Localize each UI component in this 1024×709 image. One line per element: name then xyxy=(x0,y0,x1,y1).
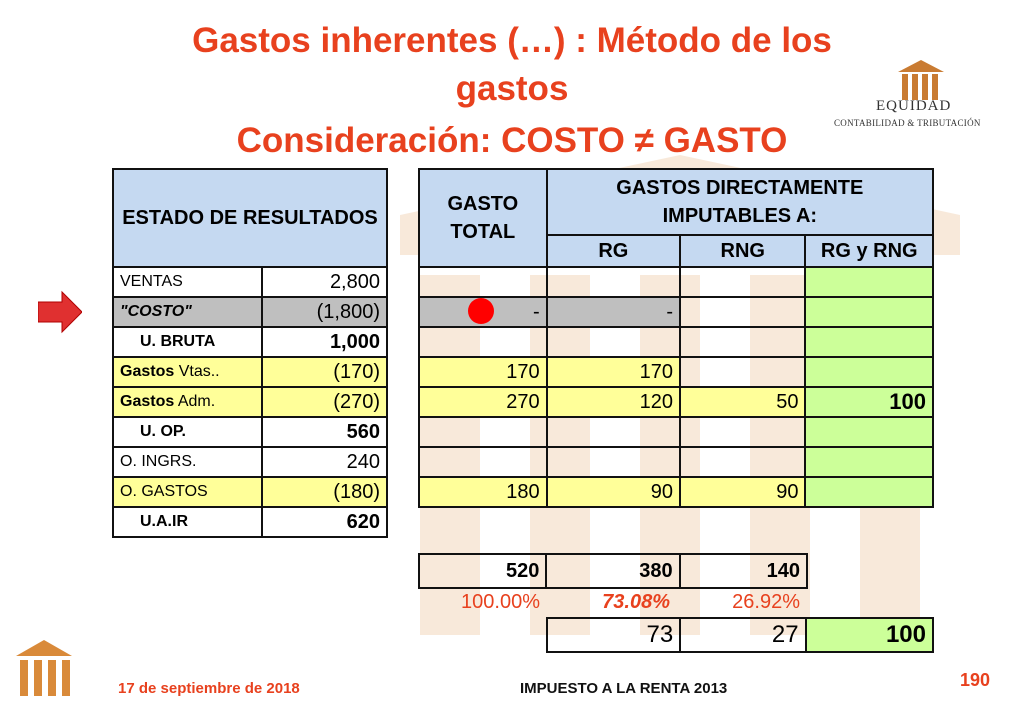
red-arrow-icon xyxy=(38,290,82,334)
pct-rg: 73.08% xyxy=(602,591,670,613)
row-label-gastos-vtas-bold: Gastos xyxy=(120,363,175,380)
row-label-o-ingrs: O. INGRS. xyxy=(113,447,262,477)
cell-rg xyxy=(547,417,680,447)
row-value-costo: (1,800) xyxy=(262,297,387,327)
row-label-uair: U.A.IR xyxy=(113,507,262,537)
gastos-directamente-header: GASTOS DIRECTAMENTE IMPUTABLES A: xyxy=(547,169,933,235)
rounded-row xyxy=(546,617,934,653)
cell-rng: 90 xyxy=(680,477,805,507)
logo-subtitle: CONTABILIDAD & TRIBUTACIÓN xyxy=(834,118,981,128)
row-value-o-ingrs: 240 xyxy=(262,447,387,477)
building-logo-icon xyxy=(896,58,946,102)
row-value-u-op: 560 xyxy=(262,417,387,447)
totals-row xyxy=(418,553,808,589)
total-gasto: 520 xyxy=(419,554,546,588)
cell-rng: 50 xyxy=(680,387,805,417)
estado-resultados-table xyxy=(112,168,388,538)
cell-both xyxy=(805,447,933,477)
cell-total xyxy=(419,327,547,357)
building-footer-icon xyxy=(14,638,74,698)
cell-rg: 90 xyxy=(547,477,680,507)
row-value-u-bruta: 1,000 xyxy=(262,327,387,357)
cell-rg: 120 xyxy=(547,387,680,417)
footer-date: 17 de septiembre de 2018 xyxy=(118,680,300,697)
rng-header: RNG xyxy=(680,235,805,267)
total-rg: 380 xyxy=(546,554,679,588)
cell-both xyxy=(805,357,933,387)
cell-both xyxy=(805,267,933,297)
slide-title-line2: gastos xyxy=(455,69,569,108)
row-label-gastos-adm-bold: Gastos xyxy=(120,393,175,410)
gasto-total-header: GASTO TOTAL xyxy=(419,169,547,267)
row-label-gastos-adm-rest: Adm. xyxy=(174,393,216,410)
row-label-gastos-vtas xyxy=(113,357,262,387)
row-label-ventas: VENTAS xyxy=(113,267,262,297)
rounded-rng: 27 xyxy=(680,618,805,652)
rounded-rg: 73 xyxy=(547,618,680,652)
cell-rng xyxy=(680,267,805,297)
cell-rng xyxy=(680,447,805,477)
row-label-o-gastos: O. GASTOS xyxy=(113,477,262,507)
footer-title: IMPUESTO A LA RENTA 2013 xyxy=(520,680,728,697)
cell-both xyxy=(805,297,933,327)
row-value-gastos-vtas: (170) xyxy=(262,357,387,387)
cell-rng xyxy=(680,297,805,327)
cell-rng xyxy=(680,417,805,447)
equidad-logo xyxy=(834,58,1004,138)
pct-total: 100.00% xyxy=(461,591,540,613)
row-value-uair: 620 xyxy=(262,507,387,537)
cell-total xyxy=(419,417,547,447)
rounded-both: 100 xyxy=(806,618,933,652)
cell-total: 170 xyxy=(419,357,547,387)
cell-rg: 170 xyxy=(547,357,680,387)
cell-both: 100 xyxy=(805,387,933,417)
row-label-u-op: U. OP. xyxy=(113,417,262,447)
row-label-gastos-vtas-rest: Vtas.. xyxy=(174,363,220,380)
rg-header: RG xyxy=(547,235,680,267)
slide-title-line3: Consideración: COSTO ≠ GASTO xyxy=(236,121,788,160)
cell-rng xyxy=(680,357,805,387)
row-value-o-gastos: (180) xyxy=(262,477,387,507)
cell-both xyxy=(805,477,933,507)
cell-rg: - xyxy=(547,297,680,327)
row-value-gastos-adm: (270) xyxy=(262,387,387,417)
cell-total xyxy=(419,447,547,477)
row-label-costo: "COSTO" xyxy=(113,297,262,327)
cell-total: 180 xyxy=(419,477,547,507)
pct-rng: 26.92% xyxy=(732,591,800,613)
slide-title-line1: Gastos inherentes (…) : Método de los xyxy=(192,21,832,60)
cell-rng xyxy=(680,327,805,357)
cell-total: - xyxy=(419,297,547,327)
row-label-gastos-adm xyxy=(113,387,262,417)
rg-y-rng-header: RG y RNG xyxy=(805,235,933,267)
cell-rg xyxy=(547,267,680,297)
cell-both xyxy=(805,327,933,357)
row-label-u-bruta: U. BRUTA xyxy=(113,327,262,357)
cell-total xyxy=(419,267,547,297)
logo-name: EQUIDAD xyxy=(876,98,952,114)
red-dot-marker xyxy=(468,298,494,324)
cell-rg xyxy=(547,327,680,357)
estado-resultados-header: ESTADO DE RESULTADOS xyxy=(113,169,387,267)
row-value-ventas: 2,800 xyxy=(262,267,387,297)
total-rng: 140 xyxy=(680,554,807,588)
cell-both xyxy=(805,417,933,447)
cell-rg xyxy=(547,447,680,477)
cell-total: 270 xyxy=(419,387,547,417)
page-number: 190 xyxy=(960,670,991,690)
gastos-imputables-table xyxy=(418,168,934,508)
